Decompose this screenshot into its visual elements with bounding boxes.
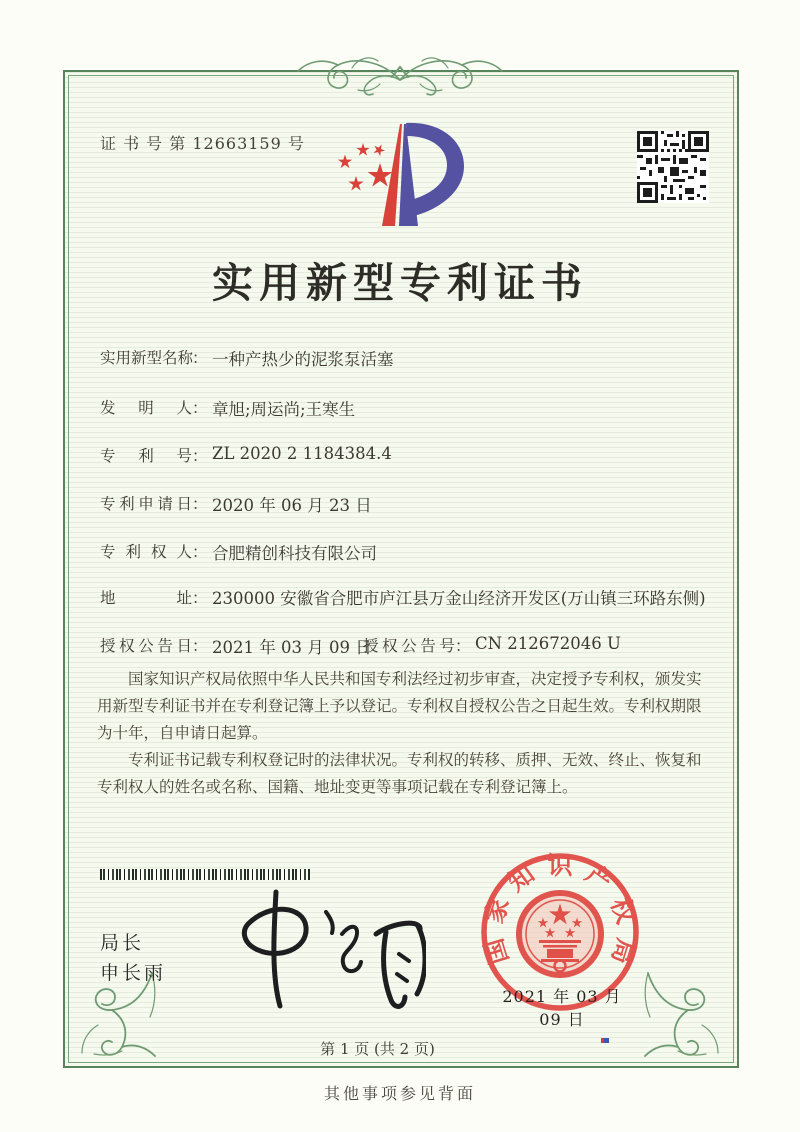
field-value: ZL 2020 2 1184384.4 xyxy=(212,444,392,463)
field-label: 专利号 xyxy=(100,447,192,465)
body-paragraph: 国家知识产权局依照中华人民共和国专利法经过初步审查，决定授予专利权，颁发实用新型专利证书并在专利登记簿上予以登记。专利权自授权公告之日起生效。专利权期限为十年，自申请日起算。 xyxy=(97,670,702,742)
top-flourish-ornament-icon xyxy=(288,44,512,96)
seal-char: 知 xyxy=(502,858,540,898)
seal-char: 权 xyxy=(605,894,641,928)
label-colon: ： xyxy=(455,637,471,655)
certificate-number: 证 书 号 第 12663159 号 xyxy=(100,134,305,153)
seal-char: 国 xyxy=(478,935,514,968)
field-label: 发明人 xyxy=(100,399,192,417)
print-registration-mark xyxy=(601,1038,609,1043)
page-indicator: 第 1 页 (共 2 页) xyxy=(320,1040,435,1058)
corner-flourish-icon xyxy=(641,963,736,1063)
field-row-patentee xyxy=(100,540,377,564)
grant-no-group xyxy=(363,634,621,656)
certificate-title: 实用新型专利证书 xyxy=(212,259,588,307)
field-row-patent-no xyxy=(100,444,392,466)
field-value: 章旭;周运尚;王寒生 xyxy=(212,400,356,419)
field-label: 授权公告号 xyxy=(363,637,455,655)
field-row-filing-date xyxy=(100,492,372,516)
field-value: CN 212672046 U xyxy=(475,634,621,653)
label-colon: ： xyxy=(192,543,208,561)
seal-char: 局 xyxy=(606,935,642,968)
qr-code xyxy=(637,131,709,203)
label-colon: ： xyxy=(192,589,208,607)
seal-char: 产 xyxy=(580,858,618,898)
seal-char: 识 xyxy=(547,851,573,880)
label-colon: ： xyxy=(192,637,208,655)
back-note: 其他事项参见背面 xyxy=(323,1084,476,1103)
label-colon: ： xyxy=(192,349,208,367)
grant-date-group xyxy=(100,638,372,657)
field-row-inventor xyxy=(100,396,355,420)
seal-date: 2021 年 03 月 09 日 xyxy=(502,987,622,1029)
cnipa-logo-icon xyxy=(333,110,483,235)
label-colon: ： xyxy=(192,399,208,417)
label-colon: ： xyxy=(192,495,208,513)
body-paragraph: 专利证书记载专利权登记时的法律状况。专利权的转移、质押、无效、终止、恢复和专利权人的姓名或名称、国籍、地址变更等事项记载在专利登记簿上。 xyxy=(97,751,702,796)
field-label: 授权公告日 xyxy=(100,637,192,655)
field-label: 实用新型名称 xyxy=(100,349,194,367)
field-value: 2020 年 06 月 23 日 xyxy=(212,496,372,515)
signer-name: 申长雨 xyxy=(100,963,167,984)
field-value: 一种产热少的泥浆泵活塞 xyxy=(212,350,394,369)
security-barcode xyxy=(100,869,310,880)
field-label: 专利申请日 xyxy=(100,495,192,513)
field-row-name xyxy=(100,346,394,370)
signer-title: 局长 xyxy=(100,933,145,954)
seal-char: 家 xyxy=(479,893,515,927)
label-colon: ： xyxy=(192,447,208,465)
field-value: 合肥精创科技有限公司 xyxy=(212,544,377,563)
field-value: 2021 年 03 月 09 日 xyxy=(212,638,372,657)
field-value: 230000 安徽省合肥市庐江县万金山经济开发区(万山镇三环路东侧) xyxy=(212,589,706,608)
field-row-grant xyxy=(100,634,621,658)
field-row-address xyxy=(100,586,712,612)
field-label: 专利权人 xyxy=(100,543,192,561)
commissioner-signature-icon xyxy=(208,882,426,1014)
national-emblem xyxy=(519,893,601,975)
field-label: 地址 xyxy=(100,589,192,607)
